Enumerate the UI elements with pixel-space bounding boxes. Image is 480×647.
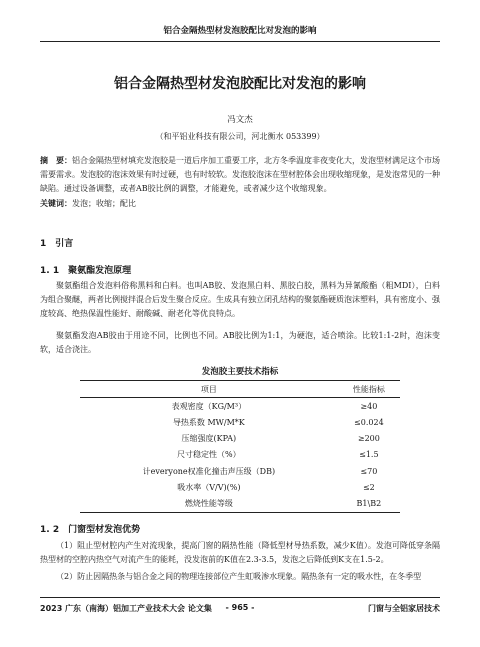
footer-proceedings: 2023 广东（南海）铝加工产业技术大会 论文集 — [40, 604, 212, 613]
column-header-item: 项目 — [200, 384, 217, 394]
author: 冯文杰 — [227, 115, 253, 125]
keywords-text: 发泡；收缩；配比 — [72, 199, 136, 208]
table-cell: ≤70 — [360, 466, 378, 476]
table-cell: 压缩强度(KPA) — [181, 434, 237, 444]
table-caption: 发泡胶主要技术指标 — [201, 367, 279, 377]
footer-section: 门窗与全铝家居技术 — [368, 604, 440, 613]
table-cell: 计everyone权准化撞击声压级（DB) — [142, 466, 276, 476]
section-heading-advantages: 1. 2 门窗型材发泡优势 — [40, 525, 141, 535]
table-row — [80, 463, 400, 479]
table-row — [80, 414, 400, 430]
header-divider — [40, 41, 440, 42]
abstract-label: 摘 要： — [40, 156, 72, 165]
table-row — [80, 495, 400, 512]
page-number: - 965 - — [225, 603, 255, 612]
running-header: 铝合金隔热型材发泡胶配比对发泡的影响 — [163, 26, 317, 36]
advantages-paragraph-1: （1）阻止型材腔内产生对流现象，提高门窗的隔热性能（降低型材导热系数，减少K值）。发泡可降低穿条隔热型材的空腔内热空气对流产生的能耗，没发泡前的K值在2.3-3.5，发泡之后降低到K支在1.5-2。 — [40, 541, 440, 564]
table-row — [80, 447, 400, 463]
column-header-spec: 性能指标 — [352, 384, 385, 394]
table-cell: 表观密度（KG/M³） — [171, 401, 247, 411]
abstract-text: 铝合金隔热型材填充发泡胶是一道后序加工重要工序，北方冬季温度非夜变化大，发泡型材满足这个市场需要需求。发泡胶的泡沫效果有时过硬，也有时较软。发泡胶泡沫在型材腔体会出现收缩现象，是发泡常见的一种缺陷。通过设备调整，或者AB胶比例的调整，才能避免，或者减少这个收缩现象。 — [40, 156, 440, 193]
table-cell: ≥40 — [360, 401, 378, 411]
principle-paragraph-2: 聚氨酯发泡AB胶由于用途不同，比例也不同。AB胶比例为1:1，为硬泡，适合喷涂。比较1:1-2时，泡沫变软，适合浇注。 — [40, 331, 440, 354]
paper-title: 铝合金隔热型材发泡胶配比对发泡的影响 — [114, 76, 366, 92]
advantages-paragraph-2: （2）防止因隔热条与铝合金之间的物理连接部位产生虹吸渗水现象。隔热条有一定的吸水性，在冬季型 — [56, 572, 422, 581]
table-row — [80, 431, 400, 447]
abstract — [40, 154, 440, 196]
table-cell: ≤0.024 — [354, 417, 384, 427]
tech-spec-table — [80, 380, 400, 513]
table-cell: B1\B2 — [356, 498, 382, 508]
table-cell: ≤2 — [362, 482, 375, 492]
table-cell: 导热系数 MW/M*K — [172, 417, 245, 427]
affiliation: （和平铝业科技有限公司，河北衡水 053399） — [155, 132, 325, 141]
table-cell: 燃烧性能等级 — [184, 498, 233, 508]
keywords-label: 关键词： — [40, 199, 72, 208]
section-heading-principle: 1. 1 聚氨酯发泡原理 — [40, 266, 132, 276]
table-row — [80, 479, 400, 495]
table-cell: 吸水率（V/V)(%) — [177, 482, 241, 492]
table-row — [80, 398, 400, 415]
keywords — [40, 197, 440, 211]
table-header-row — [80, 381, 400, 398]
table-cell: ≥200 — [357, 434, 380, 444]
footer-divider — [40, 597, 440, 598]
section-heading-introduction: 1 引言 — [40, 239, 74, 249]
principle-paragraph-1: 聚氨酯组合发泡料俗称黑料和白料。也叫AB胶、发泡黑白料、黑胶白胶，黑料为异氰酸酯（粗MDI），白料为组合聚醚，两者比例搅拌混合后发生聚合反应。生成具有独立闭孔结构的聚氨酯硬质泡沫塑料，具有密度小、强度较高、绝热保温性能好、耐酸碱、耐老化等优良特点。 — [40, 281, 440, 318]
table-cell: 尺寸稳定性（%） — [177, 450, 241, 460]
table-cell: ≤1.5 — [359, 450, 379, 460]
